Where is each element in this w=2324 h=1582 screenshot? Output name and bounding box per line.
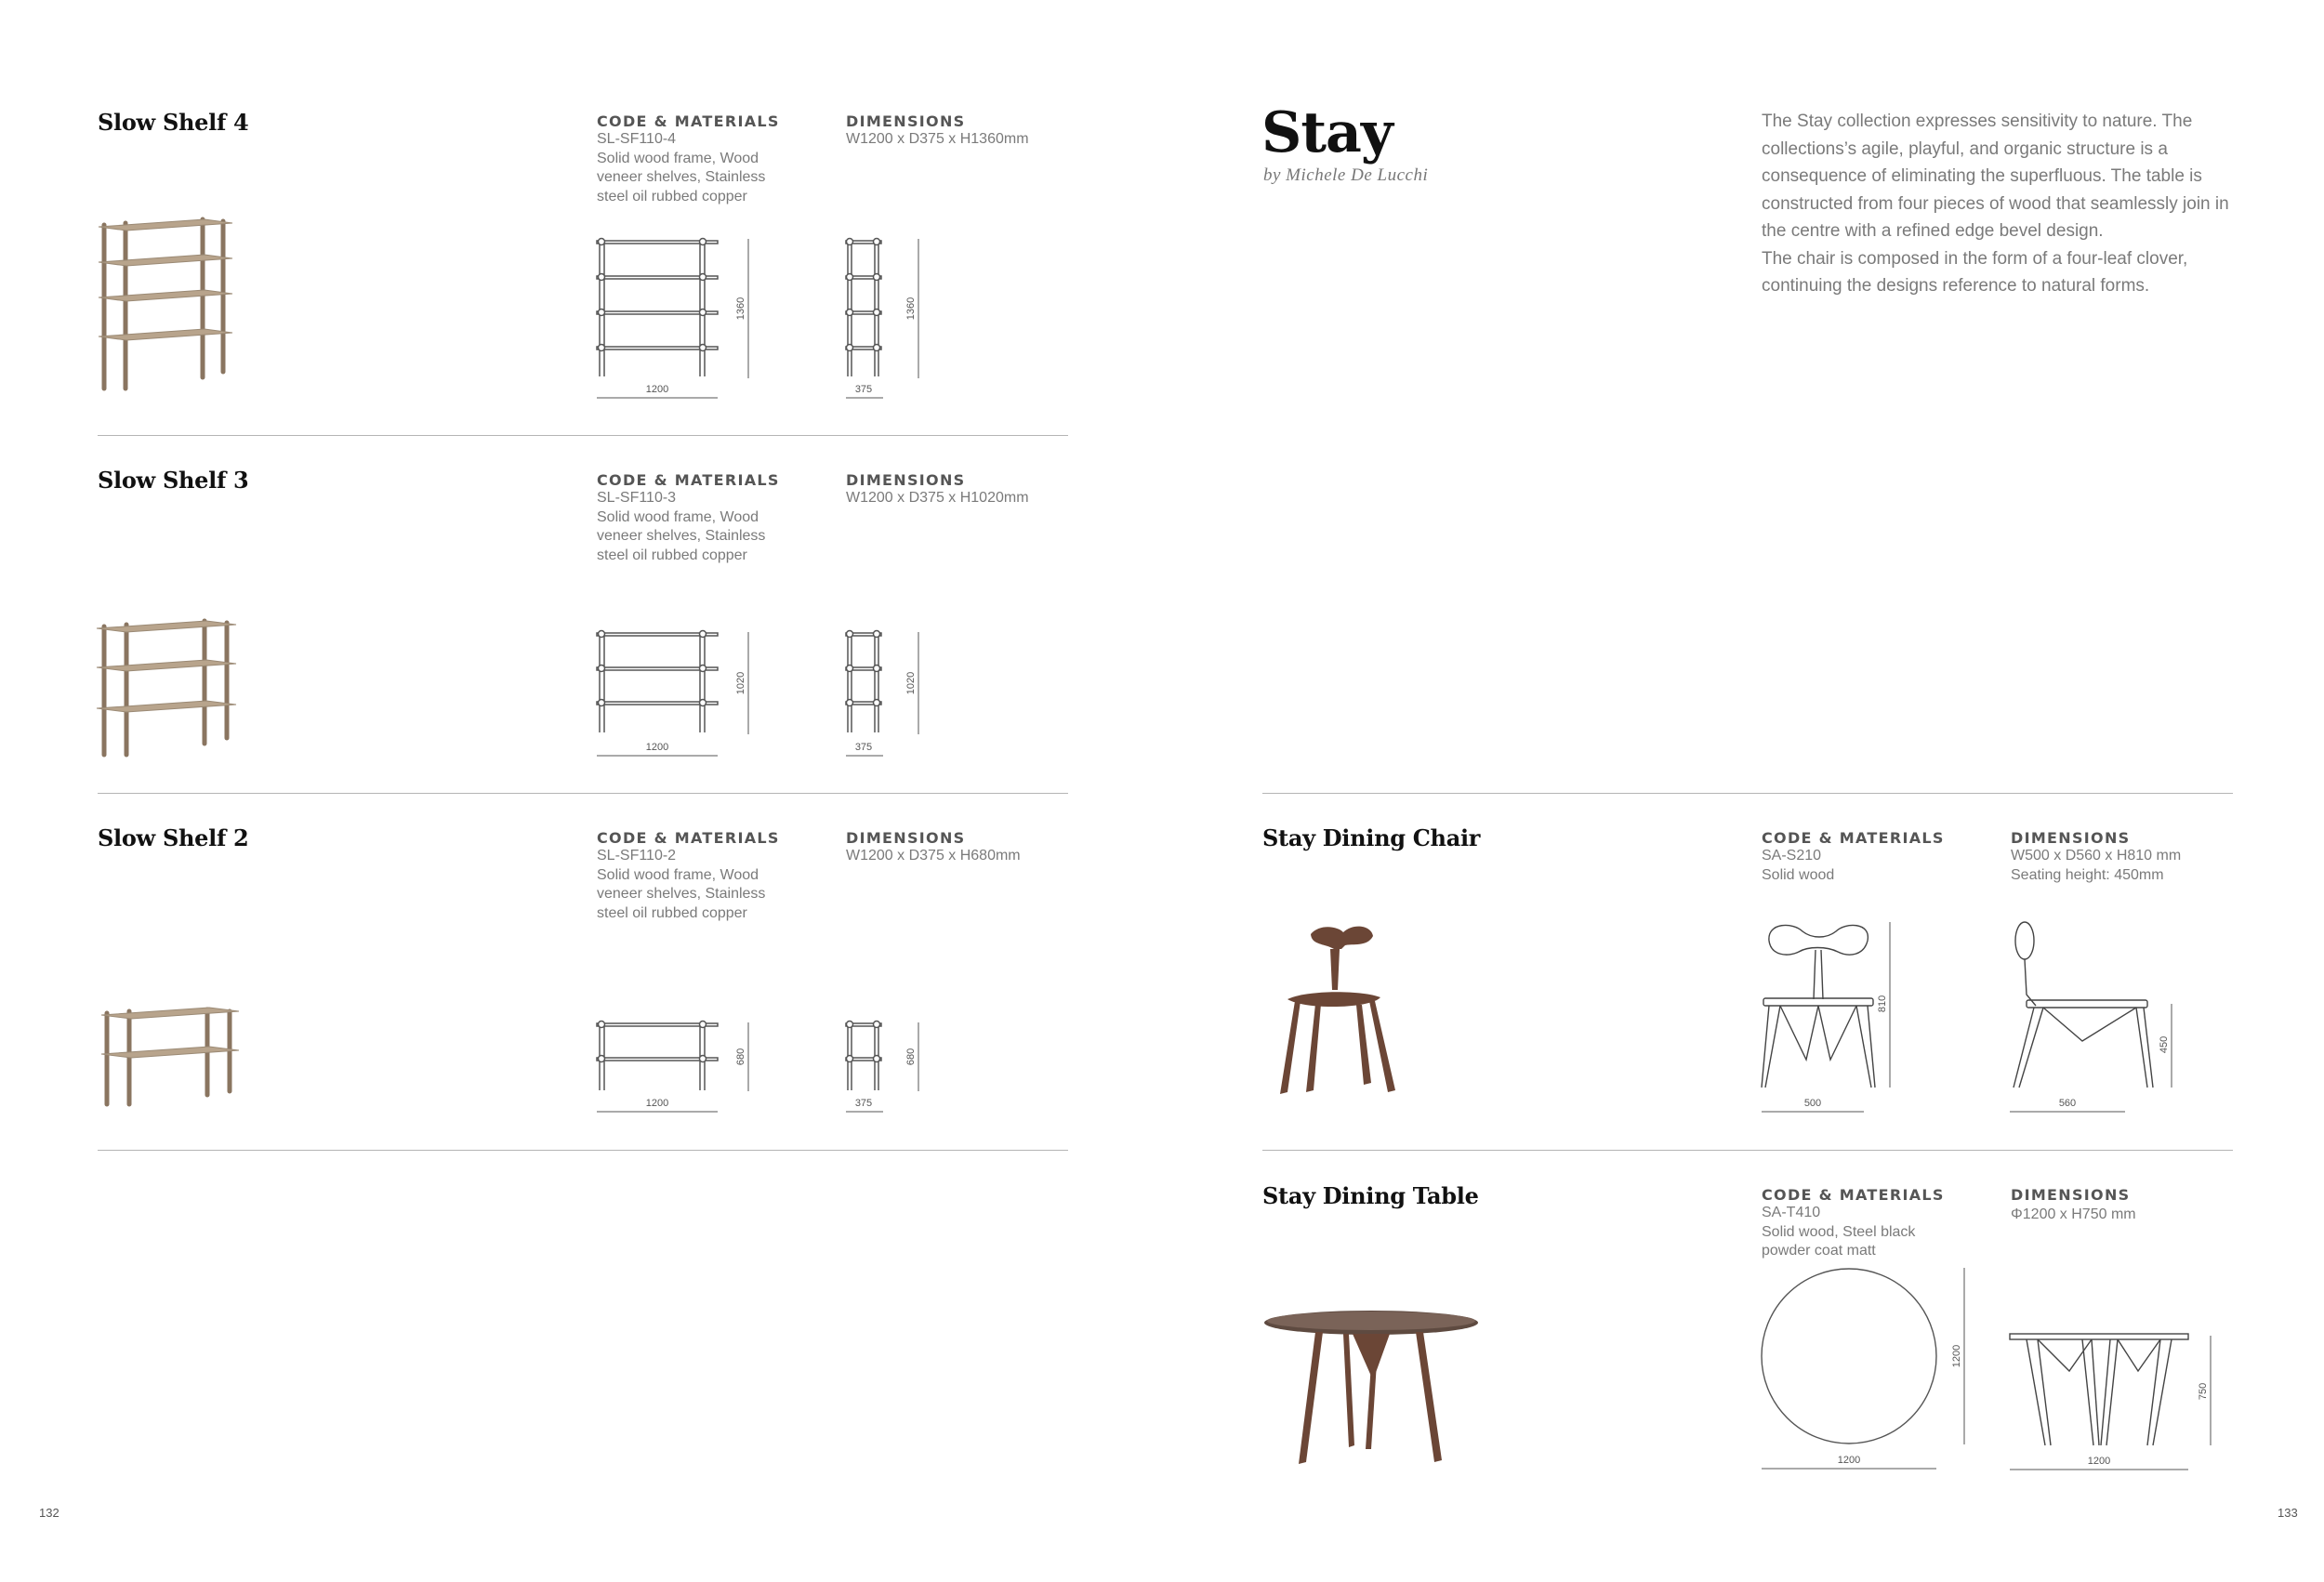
table-side-view-drawing — [2008, 1325, 2222, 1473]
front-elevation-drawing — [595, 1021, 762, 1114]
height-dimension: 1020 — [905, 671, 917, 695]
product-dimensions: W1200 x D375 x H680mm — [846, 848, 1021, 864]
product-materials: Solid wood frame, Wood veneer shelves, Stainless steel oil rubbed copper — [597, 866, 766, 921]
front-elevation-drawing — [595, 237, 762, 400]
product-code: SA-S210 — [1762, 848, 1822, 864]
width-dimension: 1200 — [2087, 1456, 2111, 1467]
code-materials-label: CODE & MATERIALS — [1762, 829, 1945, 847]
dimensions-label: DIMENSIONS — [846, 112, 966, 130]
product-title: Slow Shelf 4 — [98, 109, 249, 136]
page-number-right: 133 — [2278, 1506, 2298, 1520]
depth-dimension: 375 — [854, 742, 873, 753]
product-photo — [91, 615, 244, 762]
height-dimension: 1360 — [905, 297, 917, 321]
dimensions-label: DIMENSIONS — [2011, 1186, 2131, 1204]
product-dimensions — [2011, 847, 2181, 885]
code-materials-label: CODE & MATERIALS — [597, 112, 780, 130]
width-dimension: 500 — [1803, 1098, 1822, 1109]
depth-dimension: 560 — [2058, 1098, 2077, 1109]
description-paragraph: The Stay collection expresses sensitivity to nature. The collections’s agile, playful, and organic structure is a consequence of eliminating the superfluous. The table is constructed from four pieces of wood that seamlessly join in the centre with a refined edge bevel design. — [1762, 112, 2229, 241]
product-dimensions: W1200 x D375 x H1020mm — [846, 490, 1029, 506]
side-elevation-drawing — [844, 630, 946, 758]
product-title: Stay Dining Table — [1262, 1182, 1479, 1209]
product-code-materials — [1762, 1204, 1938, 1261]
product-title: Slow Shelf 2 — [98, 824, 249, 851]
table-top-view-drawing — [1760, 1266, 1983, 1472]
seating-height: Seating height: 450mm — [2011, 866, 2164, 883]
collection-title: Stay — [1261, 100, 1393, 165]
section-divider — [98, 793, 1068, 794]
dimensions-label: DIMENSIONS — [846, 471, 966, 489]
collection-designer: by Michele De Lucchi — [1263, 165, 1429, 185]
front-elevation-drawing — [1760, 920, 1918, 1115]
height-dimension: 680 — [905, 1048, 917, 1066]
product-photo — [93, 212, 242, 398]
code-materials-label: CODE & MATERIALS — [597, 829, 780, 847]
product-code: SA-T410 — [1762, 1205, 1821, 1220]
width-dimension: 1200 — [645, 384, 669, 395]
product-materials: Solid wood, Steel black powder coat matt — [1762, 1223, 1916, 1259]
height-dimension: 750 — [2198, 1382, 2209, 1401]
product-title: Stay Dining Chair — [1262, 824, 1481, 851]
width-dimension: 1200 — [645, 1098, 669, 1109]
section-divider — [1262, 793, 2233, 794]
product-code: SL-SF110-4 — [597, 131, 677, 147]
dimensions-main: W500 x D560 x H810 mm — [2011, 848, 2182, 864]
side-elevation-drawing — [844, 1021, 946, 1114]
product-code: SL-SF110-3 — [597, 490, 677, 506]
height-dimension: 1020 — [735, 671, 746, 695]
dimensions-label: DIMENSIONS — [846, 829, 966, 847]
product-code: SL-SF110-2 — [597, 848, 677, 864]
diameter-dimension-side: 1200 — [1951, 1344, 1962, 1368]
product-code-materials — [1762, 847, 1938, 885]
product-photo — [98, 1004, 246, 1111]
product-photo — [1260, 1306, 1483, 1473]
product-title: Slow Shelf 3 — [98, 467, 249, 494]
product-materials: Solid wood — [1762, 866, 1835, 883]
seat-height-dimension: 450 — [2159, 1035, 2170, 1054]
side-elevation-drawing — [2008, 920, 2175, 1115]
product-materials: Solid wood frame, Wood veneer shelves, Stainless steel oil rubbed copper — [597, 508, 766, 563]
product-materials: Solid wood frame, Wood veneer shelves, Stainless steel oil rubbed copper — [597, 150, 766, 204]
product-code-materials — [597, 489, 769, 565]
code-materials-label: CODE & MATERIALS — [1762, 1186, 1945, 1204]
product-code-materials — [597, 847, 769, 923]
depth-dimension: 375 — [854, 1098, 873, 1109]
product-dimensions: W1200 x D375 x H1360mm — [846, 131, 1029, 147]
width-dimension: 1200 — [645, 742, 669, 753]
side-elevation-drawing — [844, 237, 946, 400]
front-elevation-drawing — [595, 630, 762, 758]
height-dimension: 680 — [735, 1048, 746, 1066]
section-divider — [98, 1150, 1068, 1151]
section-divider — [1262, 1150, 2233, 1151]
height-dimension: 1360 — [735, 297, 746, 321]
description-paragraph: The chair is composed in the form of a four-leaf clover, continuing the designs reference to natural forms. — [1762, 248, 2188, 296]
diameter-dimension: 1200 — [1837, 1455, 1861, 1466]
page-number-left: 132 — [39, 1506, 59, 1520]
depth-dimension: 375 — [854, 384, 873, 395]
code-materials-label: CODE & MATERIALS — [597, 471, 780, 489]
collection-description — [1762, 108, 2245, 300]
dimensions-label: DIMENSIONS — [2011, 829, 2131, 847]
height-dimension: 810 — [1877, 995, 1888, 1013]
product-photo — [1260, 916, 1408, 1106]
product-code-materials — [597, 130, 769, 206]
product-dimensions: Φ1200 x H750 mm — [2011, 1206, 2136, 1222]
section-divider — [98, 435, 1068, 436]
